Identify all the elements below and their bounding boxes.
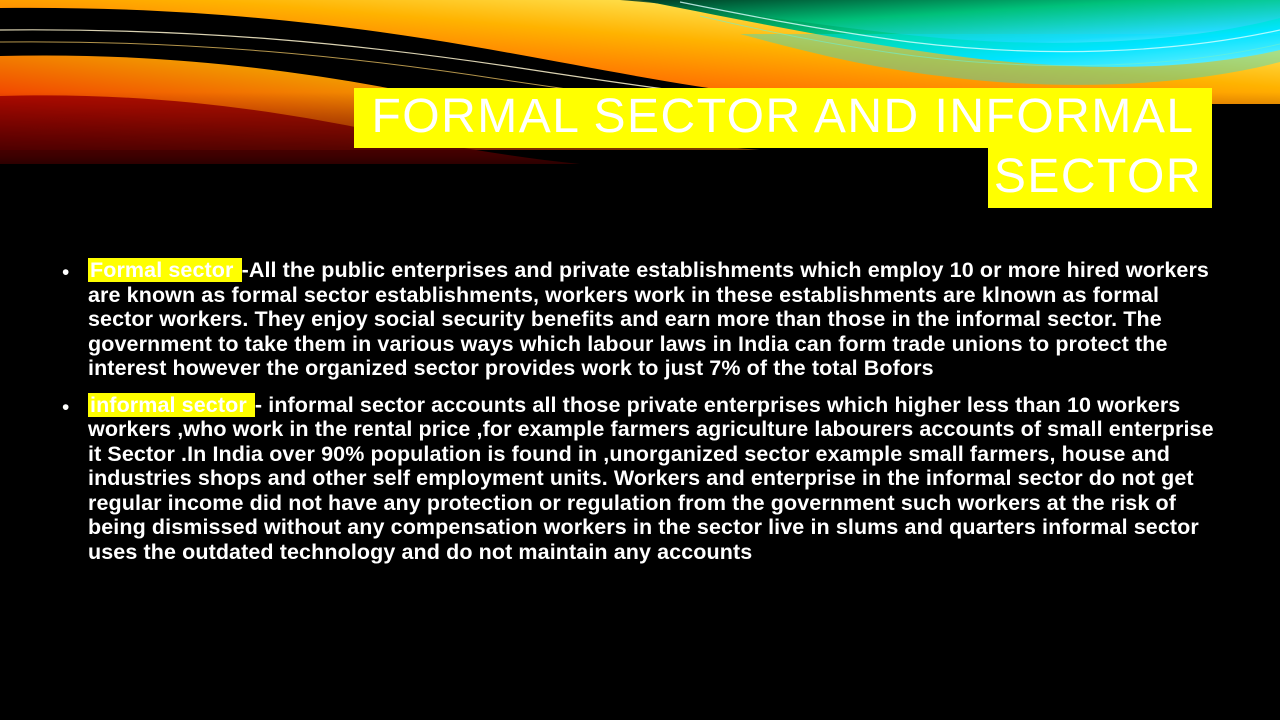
list-item [62, 258, 1222, 381]
slide-title [348, 88, 1212, 208]
title-line-2: SECTOR [988, 148, 1212, 208]
title-line-1: FORMAL SECTOR AND INFORMAL [354, 88, 1212, 148]
bullet-marker-icon: • [62, 261, 70, 284]
bullet-body-formal-sector: -All the public enterprises and private establishments which employ 10 or more hired workers are known as formal sector establishments, workers work in these establishments are klnown as formal sector workers. They enjoy social security benefits and earn more than those in the informal sector. The government to take them in various ways which labour laws in India can form trade unions to protect the interest however the organized sector provides work to just 7% of the total Bofors [88, 258, 1209, 380]
highlight-term-formal-sector: Formal sector [90, 258, 240, 282]
slide-body [62, 258, 1222, 576]
bullet-body-informal-sector: - informal sector accounts all those private enterprises which higher less than 10 workers workers ,who work in the rental price ,for example farmers agriculture labourers accounts of small enterprise it Sector .In India over 90% population is found in ,unorganized sector example small farmers, house and industries shops and other self employment units. Workers and enterprise in the informal sector do not get regular income did not have any protection or regulation from the government such workers at the risk of being dismissed without any compensation workers in the sector live in slums and quarters informal sector uses the outdated technology and do not maintain any accounts [88, 392, 1214, 564]
bullet-text-informal-sector [88, 393, 1222, 565]
bullet-marker-icon: • [62, 395, 70, 419]
highlight-term-informal-sector: informal sector [90, 392, 253, 417]
list-item [62, 393, 1222, 565]
bullet-text-formal-sector [88, 258, 1222, 381]
